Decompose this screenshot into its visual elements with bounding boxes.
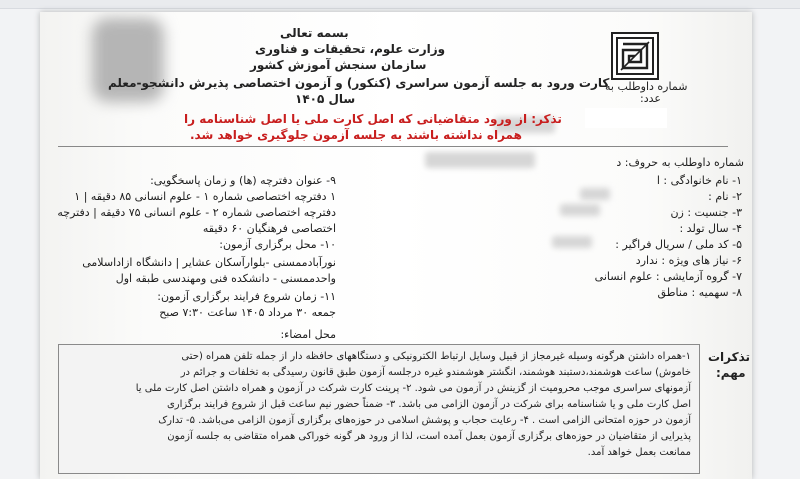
exam-year: سال ۱۴۰۵ <box>295 92 356 106</box>
field-first-name: ۲- نام : <box>708 190 742 203</box>
notes-title: تذکرات <box>708 350 751 364</box>
note-line: ممانعت بعمل خواهد آمد. <box>587 447 691 458</box>
maze-logo-icon <box>613 34 657 78</box>
admission-card-photo <box>40 12 752 479</box>
field-gender: ۳- جنسیت : زن <box>670 206 742 219</box>
header-divider <box>58 146 728 147</box>
basmala: بسمه تعالی <box>280 26 349 40</box>
note-line: ۱-همراه داشتن هرگونه وسیله غیرمجاز از قبیل وسایل ارتباط الکترونیکی و دستگاههای حافظه دار از جمله تلفن همراه (حتی <box>181 351 691 362</box>
blurred-redaction <box>552 236 592 248</box>
candidate-number-letters: شماره داوطلب به حروف: د <box>616 156 744 169</box>
blurred-redaction <box>560 204 600 216</box>
candidate-number-label: شماره داوطلب به <box>605 80 688 93</box>
venue-line-1: نورآبادممسنی -بلوارآسکان عشایر | دانشگاه ازاداسلامی <box>82 256 336 269</box>
field-birth-year: ۴- سال تولد : <box>679 222 742 235</box>
warning-line-1: تذکر: از ورود متقاضیانی که اصل کارت ملی یا اصل شناسنامه را <box>184 112 562 126</box>
start-title: ۱۱- زمان شروع فرایند برگزاری آزمون: <box>157 290 336 303</box>
viewer-top-bar <box>0 0 800 9</box>
candidate-number-value <box>585 108 667 128</box>
ministry-name: وزارت علوم، تحقیقات و فناوری <box>255 42 446 56</box>
booklet-line-3: اختصاصی فرهنگیان ۶۰ دقیقه <box>202 222 336 235</box>
start-value: جمعه ۳۰ مرداد ۱۴۰۵ ساعت ۷:۳۰ صبح <box>159 306 336 319</box>
booklet-line-2: دفترچه اختصاصی شماره ۲ - علوم انسانی ۷۵ دقیقه | دفترچه <box>57 206 336 219</box>
field-last-name: ۱- نام خانوادگی : ا <box>656 174 742 187</box>
field-exam-group: ۷- گروه آزمایشی : علوم انسانی <box>594 270 742 283</box>
venue-line-2: واحدممسنی - دانشکده فنی ومهندسی طبقه اول <box>115 272 336 285</box>
field-quota: ۸- سهمیه : مناطق <box>657 286 742 299</box>
booklet-line-1: ۱ دفترچه اختصاصی شماره ۱ - علوم انسانی ۸۵ دقیقه | ۱ <box>74 190 336 203</box>
notes-box <box>58 344 700 474</box>
field-national-code: ۵- کد ملی / سریال فراگیر : <box>615 238 742 251</box>
venue-title: ۱۰- محل برگزاری آزمون: <box>219 238 336 251</box>
notes-title-2: مهم: <box>716 366 746 380</box>
organization-name: سازمان سنجش آموزش کشور <box>250 58 427 72</box>
blurred-redaction <box>580 188 610 200</box>
note-line: آزمون در حوزه امتحانی الزامی است . ۴- رعایت حجاب و پوشش اسلامی در حوزه‌های برگزاری آزمون الزامی می‌باشد. ۵- تدارک <box>158 415 691 426</box>
note-line: پذیرایی از متقاضیان در حوزه‌های برگزاری آزمون بعمل آمده است، لذا از ورود هر گونه خوراکی همراه متقاضی به جلسه آزمون <box>167 431 691 442</box>
note-line: خاموش) ساعت هوشمند،دستبند هوشمند، انگشتر هوشمندو غیره درجلسه آزمون طبق قانون رسیدگی به تخلفات و جرائم در <box>180 367 691 378</box>
warning-line-2: همراه نداشته باشند به جلسه آزمون جلوگیری خواهد شد. <box>190 128 522 142</box>
note-line: اصل کارت ملی و یا شناسنامه برای شرکت در آزمون الزامی می باشد. ۳- ضمناً حضور نیم ساعت قبل از شروع فرایند برگزاری <box>166 399 691 410</box>
card-title: کارت ورود به جلسه آزمون سراسری (کنکور) و آزمون اختصاصی پذیرش دانشجو-معلم <box>108 76 610 90</box>
signature-place: محل امضاء: <box>280 328 336 341</box>
organization-logo <box>611 32 659 80</box>
note-line: آزمونهای سراسری موجب محرومیت از گزینش در آزمون می شود. ۲- پرینت کارت شرکت در آزمون و همراه داشتن اصل کارت ملی یا <box>135 383 691 394</box>
booklet-title: ۹- عنوان دفترچه (ها) و زمان پاسخگویی: <box>150 174 336 187</box>
field-special-needs: ۶- نیاز های ویژه : ندارد <box>635 254 742 267</box>
blurred-redaction <box>425 152 535 168</box>
candidate-number-label2: عدد: <box>640 92 661 105</box>
